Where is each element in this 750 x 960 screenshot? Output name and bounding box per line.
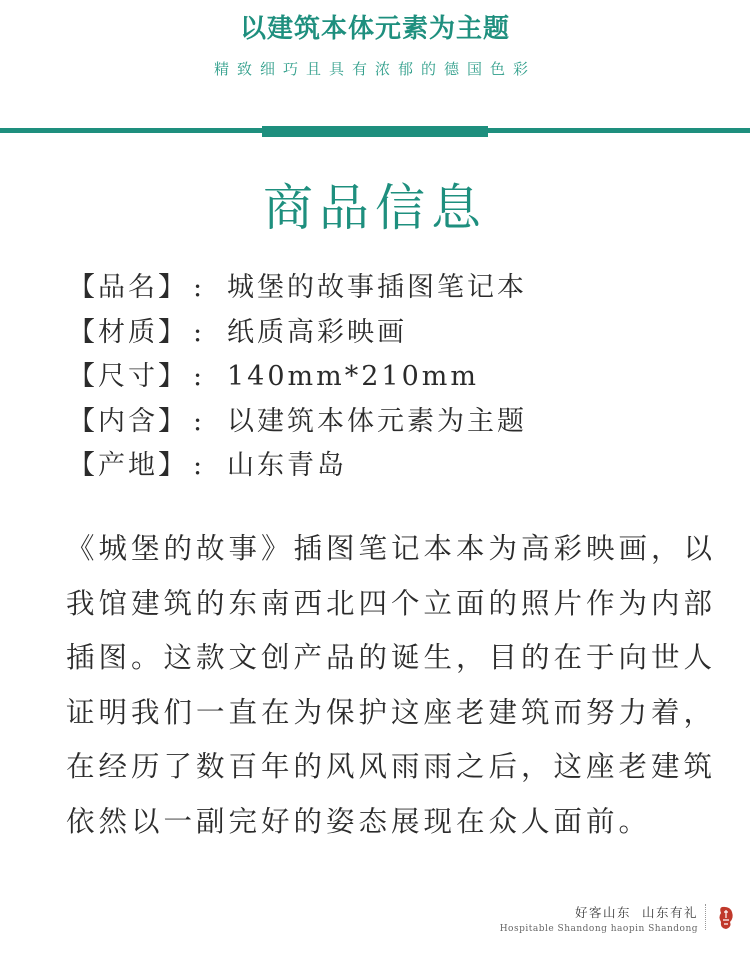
footer-slogan-block bbox=[500, 903, 698, 934]
spec-colon: : bbox=[193, 272, 206, 303]
section-heading: 商品信息 bbox=[263, 179, 487, 237]
spec-colon: : bbox=[193, 361, 206, 392]
footer-small-print-mark bbox=[705, 904, 714, 930]
spec-row-material bbox=[68, 311, 708, 356]
red-seal-icon bbox=[718, 906, 734, 930]
spec-row-size bbox=[68, 355, 708, 400]
spec-row-contents bbox=[68, 400, 708, 445]
spec-label: 【材质】 bbox=[68, 316, 188, 348]
spec-list bbox=[68, 266, 708, 489]
spec-value: 山东青岛 bbox=[227, 450, 347, 481]
spec-label: 【品名】 bbox=[68, 272, 188, 303]
header-subtitle: 精致细巧且具有浓郁的德国色彩 bbox=[213, 60, 536, 78]
divider-tab bbox=[262, 126, 488, 137]
spec-label: 【内含】 bbox=[68, 405, 188, 437]
spec-colon: : bbox=[193, 405, 206, 437]
spec-row-origin bbox=[68, 444, 708, 489]
spec-value: 140mm*210mm bbox=[227, 361, 479, 392]
spec-label: 【尺寸】 bbox=[68, 361, 188, 392]
product-description: 《城堡的故事》插图笔记本本为高彩映画，以我馆建筑的东南西北四个立面的照片作为内部插图。这款文创产品的诞生，目的在于向世人证明我们一直在为保护这座老建筑而努力着，在经历了数百年的风风雨雨之后，这座老建筑依然以一副完好的姿态展现在众人面前。 bbox=[66, 532, 717, 838]
footer-slogan: 好客山东 山东有礼 bbox=[575, 905, 698, 920]
spec-colon: : bbox=[193, 316, 206, 348]
spec-value: 城堡的故事插图笔记本 bbox=[227, 272, 527, 303]
header-title: 以建筑本体元素为主题 bbox=[239, 14, 510, 44]
footer-slogan-english: Hospitable Shandong haopin Shandong bbox=[499, 924, 698, 934]
spec-colon: : bbox=[193, 450, 206, 481]
spec-value: 以建筑本体元素为主题 bbox=[227, 405, 527, 437]
spec-label: 【产地】 bbox=[68, 450, 188, 481]
spec-row-name bbox=[68, 266, 708, 311]
spec-value: 纸质高彩映画 bbox=[227, 316, 407, 348]
